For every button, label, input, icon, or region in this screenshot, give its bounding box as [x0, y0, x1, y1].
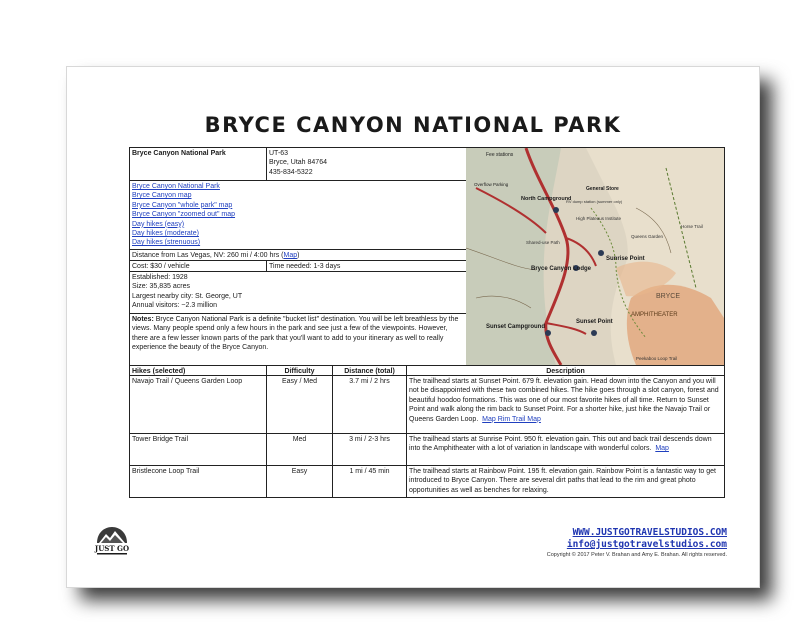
hike-name: Bristlecone Loop Trail	[129, 465, 267, 498]
email-link[interactable]: info@justgotravelstudios.com	[566, 539, 727, 550]
size: Size: 35,835 acres	[132, 283, 190, 291]
park-name: Bryce Canyon National Park	[129, 147, 267, 181]
link-day-hikes-moderate[interactable]: Day hikes (moderate)	[132, 230, 199, 238]
just-go-logo	[89, 523, 135, 557]
map-label-high-plateau: High Plateaus Institute	[576, 216, 622, 221]
map-label-north-campground: North Campground	[521, 196, 572, 202]
hike-description	[406, 433, 725, 466]
page-title: BRYCE CANYON NATIONAL PARK	[204, 113, 622, 137]
map-label-rv-dump: RV dump station (summer only)	[566, 199, 623, 204]
map-label-horse: Horse Trail	[681, 224, 703, 229]
annual-visitors: Annual visitors: ~2.3 million	[132, 302, 218, 310]
notes-label: Notes:	[132, 316, 154, 323]
hike-map-link[interactable]: Map	[655, 445, 669, 453]
link-park-site[interactable]: Bryce Canyon National Park	[132, 183, 220, 190]
hike-map-links[interactable]: Map Rim Trail Map	[482, 415, 541, 423]
park-address	[266, 147, 467, 181]
link-whole-park-map[interactable]: Bryce Canyon "whole park" map	[132, 201, 233, 209]
link-zoomed-out-map[interactable]: Bryce Canyon "zoomed out" map	[132, 211, 236, 219]
info-table	[129, 147, 725, 494]
hike-name: Tower Bridge Trail	[129, 433, 267, 466]
hike-distance: 3 mi / 2-3 hrs	[332, 433, 407, 466]
logo-text: JUST GO	[94, 544, 130, 553]
established: Established: 1928	[132, 274, 188, 281]
map-label-sunset-point: Sunset Point	[576, 319, 613, 325]
hike-description: The trailhead starts at Rainbow Point. 195 ft. elevation gain. Rainbow Point is a fantastic way to get introduced to Bryce Canyon. There are several dirt paths that lead to the rim and great photo opportunities as well as benches for relaxing.	[406, 465, 725, 498]
map-label-peekaboo: Peekaboo Loop Trail	[636, 356, 678, 361]
hike-distance: 1 mi / 45 min	[332, 465, 407, 498]
hike-description	[406, 375, 725, 434]
hike-description-text: The trailhead starts at Sunset Point. 679 ft. elevation gain. Head down into the Canyon and you will not be disappointed with these two combined hikes. The hike goes through a slot canyon, forest and beautiful hoodoo formations. This was one of our most favorite hikes of all time. Return to Sunset Point and walk along the rim back to Sunset Point. For a shorter hike, just hike the Navajo Trail or Queens Garden Loop.	[409, 378, 719, 423]
document-page	[66, 66, 760, 588]
map-label-lodge: Bryce Canyon Lodge	[531, 266, 592, 272]
map-label-sunrise-point: Sunrise Point	[606, 256, 645, 262]
time-needed-cell: Time needed: 1-3 days	[266, 260, 467, 272]
hike-difficulty: Easy / Med	[266, 375, 333, 434]
park-map[interactable]	[466, 148, 724, 365]
phone-number: 435-834-5322	[269, 168, 313, 176]
distance-suffix: )	[297, 252, 300, 259]
link-park-map[interactable]: Bryce Canyon map	[132, 192, 192, 200]
notes-cell	[129, 313, 467, 366]
map-label-shared-use: Shared-use Path	[526, 240, 560, 245]
map-label-overflow: Overflow Parking	[474, 182, 509, 187]
hikes-header-difficulty: Difficulty	[266, 365, 333, 376]
map-label-fee: Fee stations	[486, 152, 514, 158]
hike-distance: 3.7 mi / 2 hrs	[332, 375, 407, 434]
park-facts	[129, 271, 467, 314]
hike-difficulty: Easy	[266, 465, 333, 498]
links-list	[129, 180, 467, 250]
hike-description-text: The trailhead starts at Sunrise Point. 950 ft. elevation gain. This out and back trail descends down into the Amphitheater with a lot of variation in landscape with wonderful colors.	[409, 436, 712, 453]
link-day-hikes-strenuous[interactable]: Day hikes (strenuous)	[132, 239, 201, 247]
hike-name: Navajo Trail / Queens Garden Loop	[129, 375, 267, 434]
cost-cell: Cost: $30 / vehicle	[129, 260, 267, 272]
map-label-general-store: General Store	[586, 186, 619, 192]
distance-text: Distance from Las Vegas, NV: 260 mi / 4:00 hrs (	[132, 252, 284, 259]
map-label-sunset-campground: Sunset Campground	[486, 324, 546, 330]
notes-text: Bryce Canyon National Park is a definite "bucket list" destination. You will be left breathless by the views. Many people spend only a few hours in the park and see just a few of the viewpoints. However, there are a few lesser known parts of the park that you'll want to add to your itinerary as well to really experience the beauty of the Bryce Canyon.	[132, 316, 459, 352]
map-svg	[466, 148, 724, 365]
hikes-header-distance: Distance (total)	[332, 365, 407, 376]
mountain-logo-icon	[89, 523, 135, 557]
distance-map-link[interactable]: Map	[283, 252, 298, 259]
map-label-bryce: BRYCE	[656, 293, 680, 300]
website-link[interactable]: WWW.JUSTGOTRAVELSTUDIOS.COM	[572, 527, 727, 538]
hikes-header-description: Description	[406, 365, 725, 376]
map-label-amphitheater: AMPHITHEATER	[631, 312, 678, 318]
nearby-city: Largest nearby city: St. George, UT	[132, 292, 243, 300]
link-day-hikes-easy[interactable]: Day hikes (easy)	[132, 220, 185, 228]
address-line: Bryce, Utah 84764	[269, 159, 327, 167]
map-label-queens: Queens Garden	[631, 234, 664, 239]
hike-difficulty: Med	[266, 433, 333, 466]
hikes-header-name: Hikes (selected)	[129, 365, 267, 376]
copyright: Copyright © 2017 Peter V. Brahan and Amy E. Brahan. All rights reserved.	[546, 552, 727, 558]
address-line: UT-63	[269, 150, 289, 157]
